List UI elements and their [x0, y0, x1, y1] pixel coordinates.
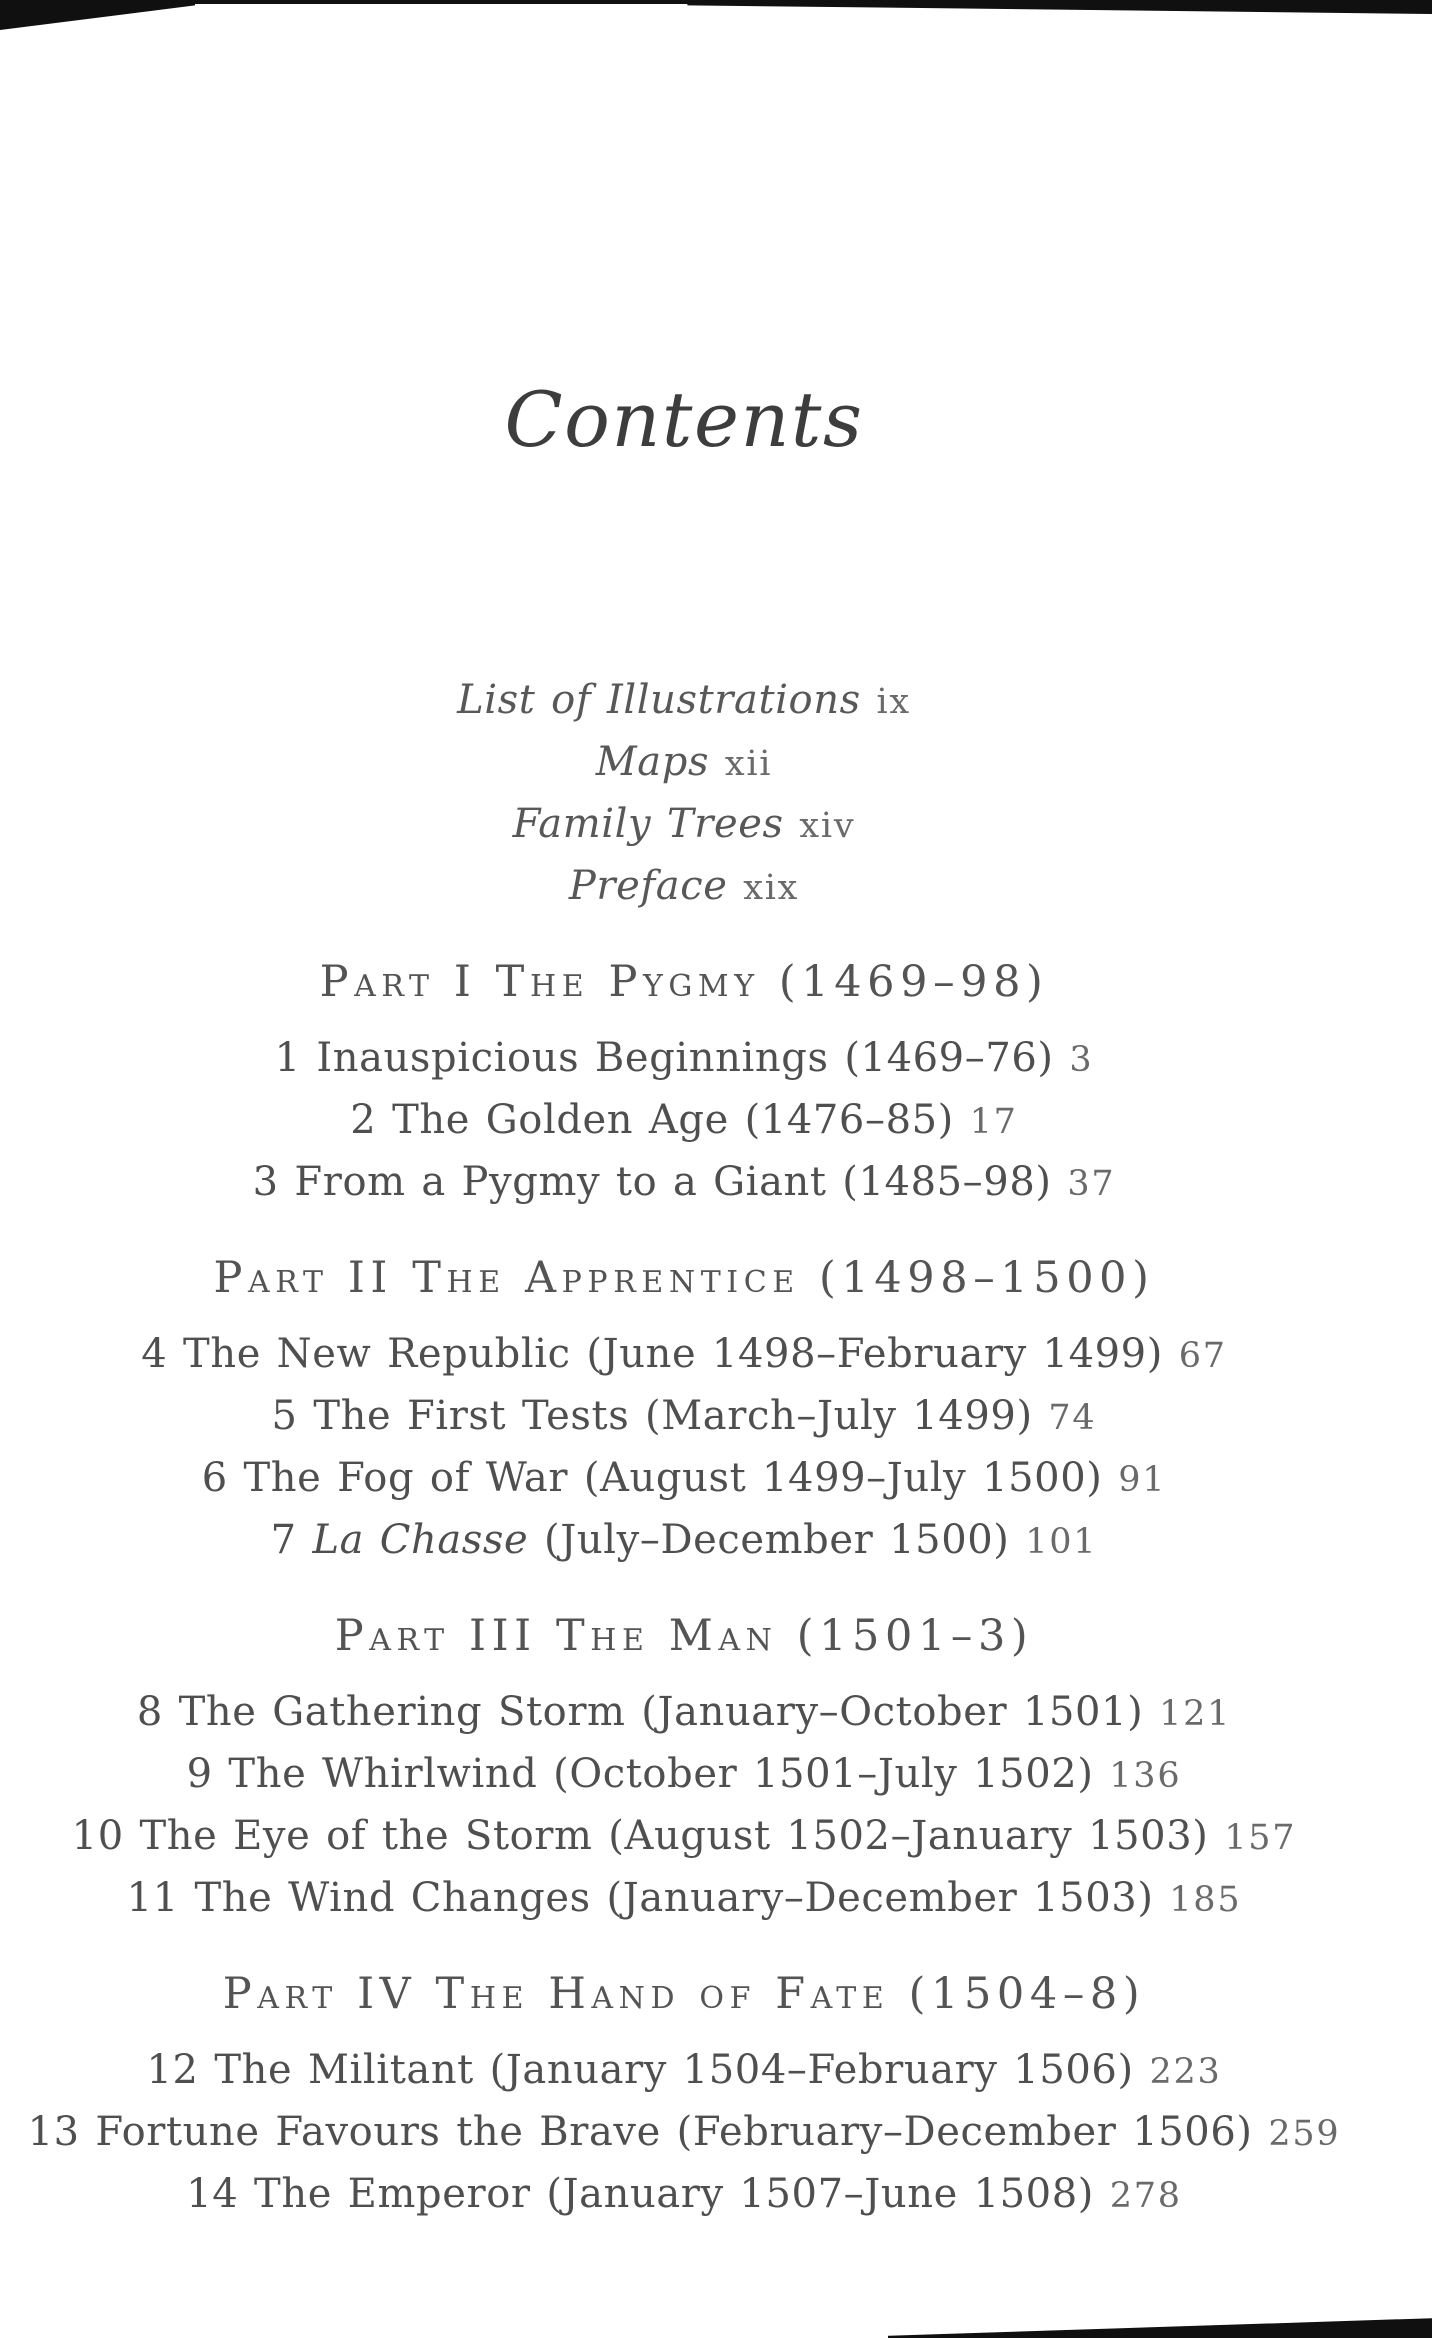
- chapter-dates: (1476–85): [744, 1097, 954, 1143]
- front-matter-item: [0, 731, 1368, 793]
- chapter-number: 12: [146, 2047, 199, 2093]
- part-heading-dates: (1498–1500): [819, 1253, 1155, 1303]
- chapter-page: 121: [1159, 1694, 1232, 1734]
- front-matter-label: Maps: [595, 739, 710, 785]
- chapter-entry: [0, 1027, 1368, 1089]
- part-heading-dates: (1469–98): [778, 957, 1049, 1007]
- chapter-dates: (1485–98): [842, 1159, 1052, 1205]
- front-matter-item: [0, 793, 1368, 855]
- chapter-page: 259: [1268, 2114, 1341, 2154]
- part-heading-label: Part II The Apprentice: [213, 1253, 800, 1303]
- chapter-title: The First Tests: [313, 1393, 630, 1439]
- chapter-title: The Wind Changes: [194, 1875, 591, 1921]
- chapter-entry: [0, 1089, 1368, 1151]
- chapter-list: [0, 2039, 1368, 2225]
- chapter-number: 13: [27, 2109, 80, 2155]
- chapter-dates: (October 1501–July 1502): [553, 1751, 1094, 1797]
- chapter-entry: [0, 1867, 1368, 1929]
- chapter-list: [0, 1027, 1368, 1213]
- chapter-number: 7: [270, 1517, 297, 1563]
- chapter-title: From a Pygmy to a Giant: [294, 1159, 827, 1205]
- chapter-title: The Gathering Storm: [178, 1689, 626, 1735]
- chapter-title: The Whirlwind: [228, 1751, 538, 1797]
- chapter-dates: (February–December 1506): [676, 2109, 1253, 2155]
- chapter-page: 67: [1178, 1336, 1227, 1376]
- chapter-dates: (January 1507–June 1508): [546, 2171, 1094, 2217]
- front-matter-label: Family Trees: [512, 801, 784, 847]
- chapter-page: 101: [1025, 1522, 1098, 1562]
- chapter-title: Inauspicious Beginnings: [316, 1035, 829, 1081]
- chapter-number: 5: [271, 1393, 298, 1439]
- part-heading: [0, 1963, 1368, 2025]
- chapter-dates: (March–July 1499): [645, 1393, 1033, 1439]
- chapter-title: The Eye of the Storm: [139, 1813, 593, 1859]
- part-section: [0, 951, 1368, 1213]
- chapter-title: Fortune Favours the Brave: [95, 2109, 661, 2155]
- part-section: [0, 1605, 1368, 1929]
- front-matter-page: xii: [724, 744, 773, 784]
- front-matter-label: List of Illustrations: [457, 677, 861, 723]
- chapter-title: The New Republic: [183, 1331, 571, 1377]
- page-title: Contents: [504, 375, 864, 464]
- chapter-dates: (July–December 1500): [544, 1517, 1010, 1563]
- chapter-entry: [0, 1743, 1368, 1805]
- chapter-dates: (August 1499–July 1500): [583, 1455, 1103, 1501]
- chapter-dates: (January–December 1503): [606, 1875, 1154, 1921]
- chapter-title: The Militant: [214, 2047, 474, 2093]
- chapter-page: 74: [1048, 1398, 1097, 1438]
- chapter-page: 278: [1109, 2176, 1182, 2216]
- chapter-entry: [0, 2039, 1368, 2101]
- chapter-page: 91: [1118, 1460, 1167, 1500]
- chapter-page: 37: [1067, 1164, 1116, 1204]
- chapter-number: 8: [136, 1689, 163, 1735]
- chapter-entry: [0, 2101, 1368, 2163]
- chapter-title: The Emperor: [254, 2171, 531, 2217]
- chapter-entry: [0, 1805, 1368, 1867]
- front-matter-label: Preface: [568, 863, 728, 909]
- part-heading-label: Part III The Man: [334, 1611, 778, 1661]
- part-section: [0, 1963, 1368, 2225]
- chapter-number: 6: [201, 1455, 228, 1501]
- chapter-list: [0, 1681, 1368, 1929]
- chapter-title: La Chasse: [312, 1517, 529, 1563]
- chapter-dates: (August 1502–January 1503): [608, 1813, 1209, 1859]
- chapter-entry: [0, 1151, 1368, 1213]
- chapter-dates: (1469–76): [844, 1035, 1054, 1081]
- chapter-number: 11: [126, 1875, 179, 1921]
- chapter-title: The Golden Age: [392, 1097, 729, 1143]
- chapter-page: 157: [1224, 1818, 1297, 1858]
- chapter-number: 1: [274, 1035, 301, 1081]
- chapter-entry: [0, 1447, 1368, 1509]
- chapter-entry: [0, 1385, 1368, 1447]
- chapter-entry: [0, 2163, 1368, 2225]
- chapter-number: 3: [252, 1159, 279, 1205]
- part-heading-label: Part I The Pygmy: [319, 957, 760, 1007]
- chapter-number: 10: [71, 1813, 124, 1859]
- part-heading-label: Part IV The Hand of Fate: [222, 1969, 890, 2019]
- chapter-dates: (January 1504–February 1506): [489, 2047, 1134, 2093]
- chapter-entry: [0, 1323, 1368, 1385]
- chapter-page: 223: [1149, 2052, 1222, 2092]
- front-matter-page: ix: [876, 682, 911, 722]
- chapter-title: The Fog of War: [243, 1455, 569, 1501]
- chapter-dates: (June 1498–February 1499): [586, 1331, 1163, 1377]
- chapter-number: 4: [141, 1331, 168, 1377]
- front-matter-list: [0, 669, 1368, 917]
- chapter-dates: (January–October 1501): [641, 1689, 1144, 1735]
- front-matter-page: xiv: [799, 806, 856, 846]
- chapter-page: 185: [1169, 1880, 1242, 1920]
- part-section: [0, 1247, 1368, 1571]
- chapter-list: [0, 1323, 1368, 1571]
- chapter-page: 3: [1069, 1040, 1094, 1080]
- chapter-page: 17: [969, 1102, 1018, 1142]
- chapter-entry: [0, 1681, 1368, 1743]
- chapter-entry: [0, 1509, 1368, 1571]
- part-heading: [0, 1605, 1368, 1667]
- chapter-number: 2: [350, 1097, 377, 1143]
- front-matter-item: [0, 855, 1368, 917]
- front-matter-item: [0, 669, 1368, 731]
- chapter-page: 136: [1109, 1756, 1182, 1796]
- part-heading: [0, 951, 1368, 1013]
- chapter-number: 9: [186, 1751, 213, 1797]
- part-heading: [0, 1247, 1368, 1309]
- chapter-number: 14: [186, 2171, 239, 2217]
- part-heading-dates: (1504–8): [908, 1969, 1146, 2019]
- part-heading-dates: (1501–3): [796, 1611, 1034, 1661]
- front-matter-page: xix: [743, 868, 800, 908]
